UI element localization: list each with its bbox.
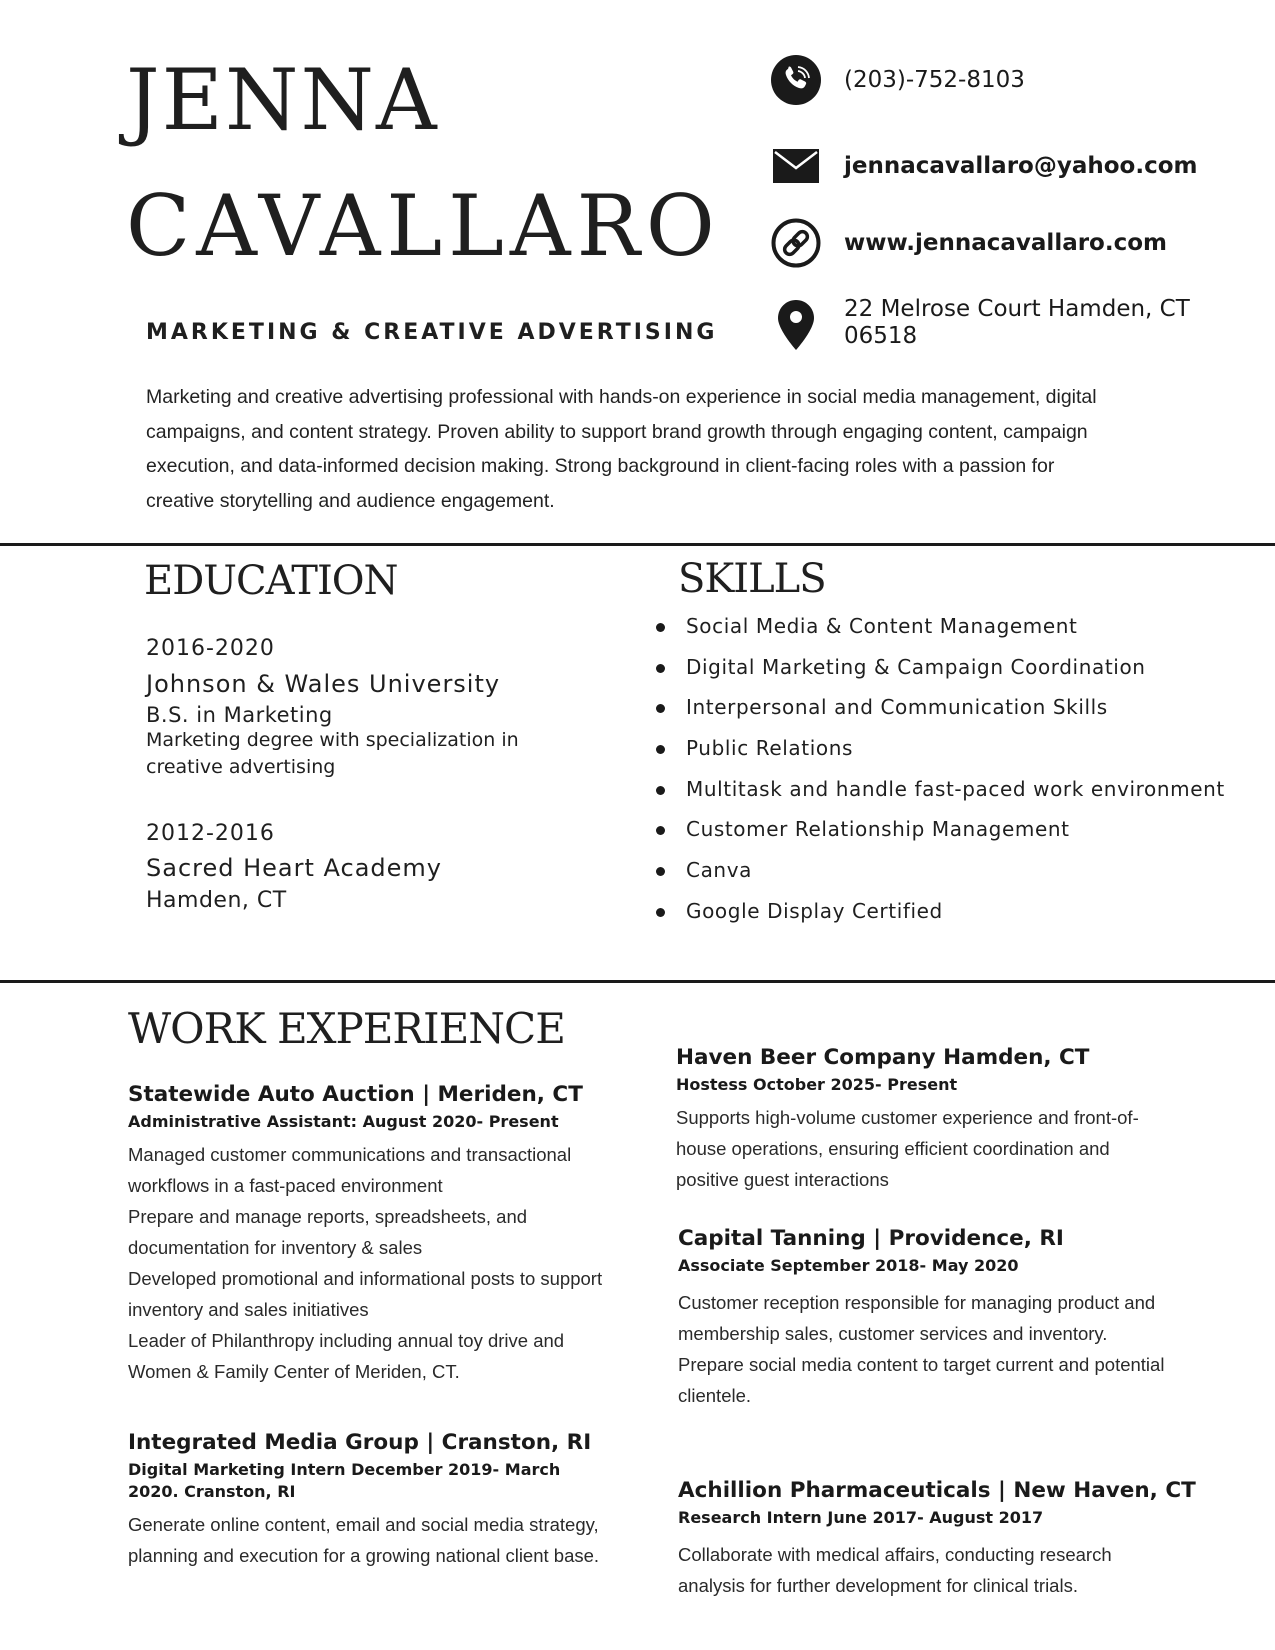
skill-item: Digital Marketing & Campaign Coordination: [656, 655, 1225, 696]
job-title: Haven Beer Company Hamden, CT: [676, 1045, 1090, 1070]
address-line-1: 22 Melrose Court Hamden, CT: [844, 296, 1190, 322]
tagline: MARKETING & CREATIVE ADVERTISING: [146, 320, 718, 345]
phone-icon: [770, 54, 822, 106]
contact-address: [770, 298, 1190, 352]
phone-number[interactable]: (203)-752-8103: [844, 67, 1025, 93]
summary: Marketing and creative advertising professional with hands-on experience in social media management, digital campaigns, and content strategy. Proven ability to support brand growth through engaging content, campaign execution, and data-informed decision making. Strong background in client-facing roles with a passion for creative storytelling and audience engagement.: [146, 386, 1097, 512]
divider-top: [0, 543, 1275, 546]
job-role: Digital Marketing Intern December 2019- March 2020. Cranston, RI: [128, 1460, 561, 1501]
job-title: Achillion Pharmaceuticals | New Haven, CT: [678, 1478, 1196, 1503]
job-role: Associate September 2018- May 2020: [678, 1256, 1019, 1275]
skills-title: SKILLS: [678, 556, 826, 602]
job-description: [678, 1287, 1168, 1411]
job-role: Administrative Assistant: August 2020- Present: [128, 1112, 559, 1131]
job-achillion: [678, 1478, 1198, 1601]
edu-degree-1: B.S. in Marketing: [146, 703, 333, 727]
skills-list: [656, 614, 1225, 940]
job-description: [128, 1509, 628, 1571]
job-role: Research Intern June 2017- August 2017: [678, 1508, 1044, 1527]
edu-school-2: Sacred Heart Academy: [146, 854, 443, 882]
edu-school-1: Johnson & Wales University: [146, 670, 501, 698]
job-line: Prepare and manage reports, spreadsheets, and documentation for inventory & sales: [128, 1206, 528, 1258]
work-experience-title: WORK EXPERIENCE: [128, 1004, 565, 1053]
skill-item: Interpersonal and Communication Skills: [656, 695, 1225, 736]
edu-detail-1b: creative advertising: [146, 756, 336, 778]
contact-email: [770, 140, 1197, 192]
skill-item: Social Media & Content Management: [656, 614, 1225, 655]
job-title: Statewide Auto Auction | Meriden, CT: [128, 1082, 583, 1107]
skill-item: Multitask and handle fast-paced work environment: [656, 777, 1225, 818]
education-title: EDUCATION: [144, 558, 398, 604]
job-line: Collaborate with medical affairs, conducting research analysis for further development for clinical trials.: [678, 1544, 1112, 1596]
skill-item: Google Display Certified: [656, 899, 1225, 940]
job-title: Capital Tanning | Providence, RI: [678, 1226, 1064, 1251]
job-description: [128, 1139, 628, 1387]
contact-website: [770, 217, 1167, 269]
job-capital-tanning: [678, 1226, 1178, 1411]
skill-item: Canva: [656, 858, 1225, 899]
job-haven-beer: [676, 1045, 1176, 1195]
skill-item: Customer Relationship Management: [656, 817, 1225, 858]
edu-detail-1a: Marketing degree with specialization in: [146, 729, 519, 751]
address-line-2: 06518: [844, 323, 918, 349]
job-line: Supports high-volume customer experience and front-of-house operations, ensuring efficient coordination and positive guest interactions: [676, 1107, 1139, 1190]
job-description: [676, 1102, 1166, 1195]
job-integrated-media: [128, 1430, 628, 1571]
skill-item: Public Relations: [656, 736, 1225, 777]
job-line: Leader of Philanthropy including annual toy drive and Women & Family Center of Meriden, CT.: [128, 1330, 565, 1382]
divider-bottom: [0, 980, 1275, 983]
link-icon: [770, 217, 822, 269]
edu-years-1: 2016-2020: [146, 636, 275, 661]
job-line: Customer reception responsible for managing product and membership sales, customer services and inventory.: [678, 1292, 1156, 1344]
address: [844, 296, 1190, 350]
job-line: Prepare social media content to target current and potential clientele.: [678, 1354, 1165, 1406]
job-line: Generate online content, email and social media strategy, planning and execution for a growing national client base.: [128, 1514, 600, 1566]
website-link[interactable]: www.jennacavallaro.com: [844, 230, 1167, 256]
mail-icon: [770, 140, 822, 192]
job-statewide: [128, 1082, 628, 1387]
contact-phone: [770, 54, 1025, 106]
job-line: Managed customer communications and transactional workflows in a fast-paced environment: [128, 1144, 572, 1196]
email-address[interactable]: jennacavallaro@yahoo.com: [844, 153, 1198, 179]
job-role: Hostess October 2025- Present: [676, 1075, 958, 1094]
location-pin-icon: [770, 298, 822, 352]
job-line: Developed promotional and informational posts to support inventory and sales initiatives: [128, 1268, 603, 1320]
job-description: [678, 1539, 1168, 1601]
edu-location-2: Hamden, CT: [146, 888, 287, 913]
first-name: JENNA: [126, 51, 439, 149]
last-name: CAVALLARO: [126, 177, 721, 275]
job-title: Integrated Media Group | Cranston, RI: [128, 1430, 592, 1455]
edu-years-2: 2012-2016: [146, 821, 275, 846]
